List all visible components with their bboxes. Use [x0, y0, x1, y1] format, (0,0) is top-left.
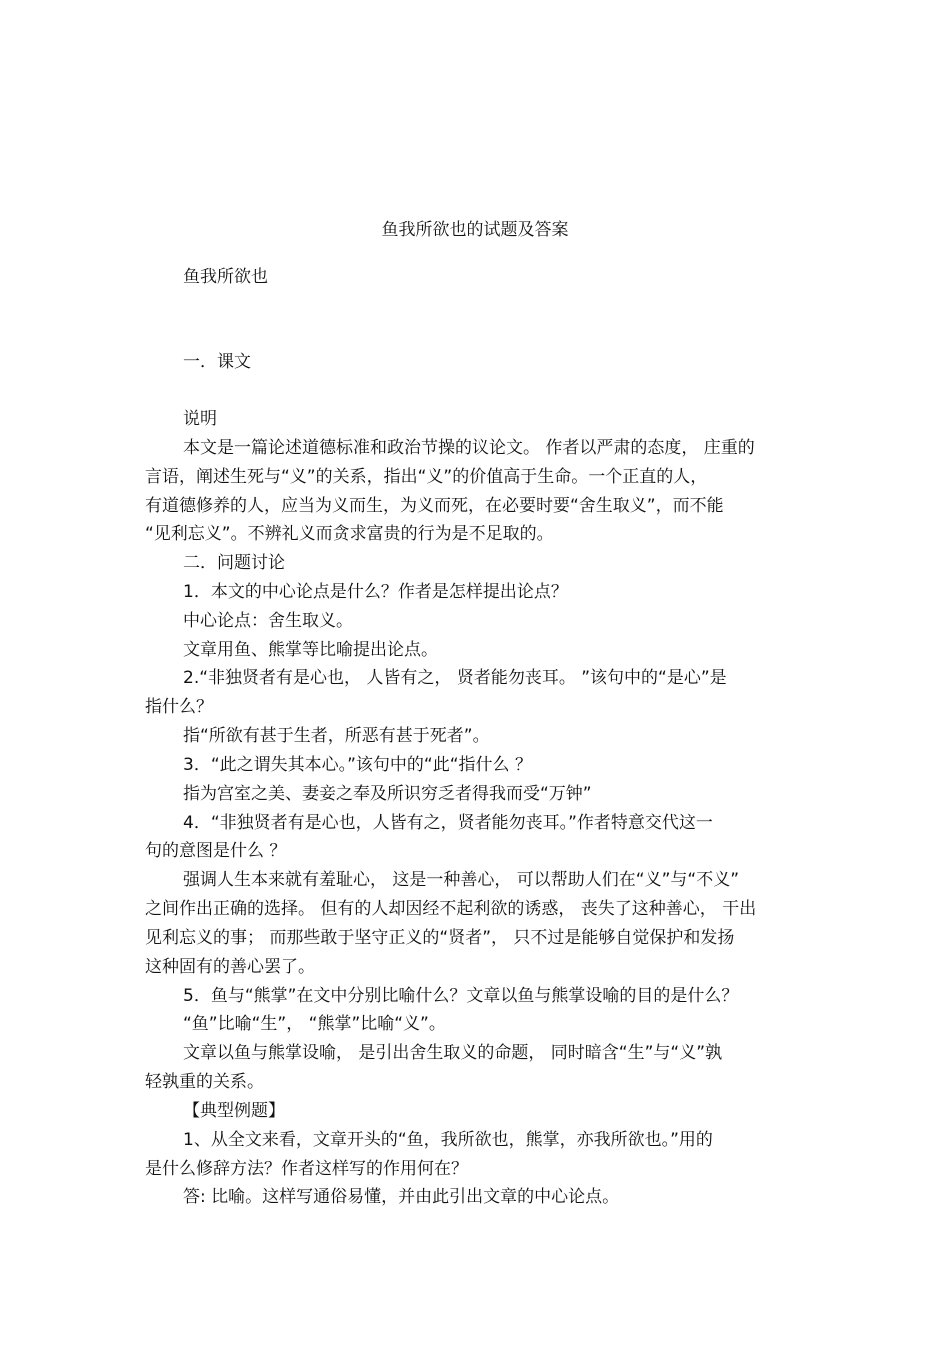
question-4-line: 4．“非独贤者有是心也，人皆有之，贤者能勿丧耳。”作者特意交代这一	[183, 813, 713, 833]
answer-1-line: 中心论点：舍生取义。	[183, 611, 353, 631]
document-title: 鱼我所欲也的试题及答案	[381, 220, 569, 240]
answer-4-line: 见利忘义的事； 而那些敢于坚守正义的“贤者”， 只不过是能够自觉保护和发扬	[145, 928, 735, 948]
example-1-answer: 答: 比喻。这样写通俗易懂，并由此引出文章的中心论点。	[183, 1187, 620, 1207]
question-5: 5．鱼与“熊掌”在文中分别比喻什么？文章以鱼与熊掌设喻的目的是什么？	[183, 986, 739, 1006]
section-heading-lesson: 一．课文	[183, 352, 251, 372]
answer-5-line: “鱼”比喻“生”， “熊掌”比喻“义”。	[183, 1014, 446, 1034]
shuoming-heading: 说明	[183, 409, 217, 429]
section-heading-discussion: 二．问题讨论	[183, 553, 285, 573]
intro-line: 言语，阐述生死与“义”的关系，指出“义”的价值高于生命。一个正直的人，	[145, 467, 708, 487]
intro-line: 有道德修养的人，应当为义而生，为义而死，在必要时要“舍生取义”，而不能	[145, 496, 724, 516]
question-4-line: 句的意图是什么 ？	[145, 841, 287, 861]
intro-line: 本文是一篇论述道德标准和政治节操的议论文。 作者以严肃的态度， 庄重的	[183, 438, 755, 458]
answer-1-line: 文章用鱼、熊掌等比喻提出论点。	[183, 640, 438, 660]
answer-4-line: 之间作出正确的选择。 但有的人却因经不起利欲的诱惑， 丧失了这种善心， 干出	[145, 899, 757, 919]
example-1-question-line: 是什么修辞方法？作者这样写的作用何在？	[145, 1159, 468, 1179]
question-2-line: 指什么？	[145, 697, 213, 717]
question-3: 3．“此之谓失其本心。”该句中的“此“指什么 ？	[183, 755, 532, 775]
answer-5-line: 文章以鱼与熊掌设喻， 是引出舍生取义的命题， 同时暗含“生”与“义”孰	[183, 1043, 723, 1063]
answer-4-line: 强调人生本来就有羞耻心， 这是一种善心， 可以帮助人们在“义”与“不义”	[183, 870, 740, 890]
answer-2: 指“所欲有甚于生者，所恶有甚于死者”。	[183, 726, 490, 746]
intro-line: “见利忘义”。不辨礼义而贪求富贵的行为是不足取的。	[145, 524, 554, 544]
question-1: 1．本文的中心论点是什么？作者是怎样提出论点？	[183, 582, 568, 602]
answer-4-line: 这种固有的善心罢了。	[145, 957, 315, 977]
document-subtitle: 鱼我所欲也	[183, 267, 268, 287]
question-2-line: 2.“非独贤者有是心也， 人皆有之， 贤者能勿丧耳。 ”该句中的“是心”是	[183, 668, 727, 688]
answer-3: 指为宫室之美、妻妾之奉及所识穷乏者得我而受“万钟”	[183, 784, 592, 804]
answer-5-line: 轻孰重的关系。	[145, 1072, 264, 1092]
example-1-question-line: 1、从全文来看，文章开头的“鱼，我所欲也，熊掌，亦我所欲也。”用的	[183, 1130, 713, 1150]
example-heading: 【典型例题】	[183, 1101, 285, 1121]
